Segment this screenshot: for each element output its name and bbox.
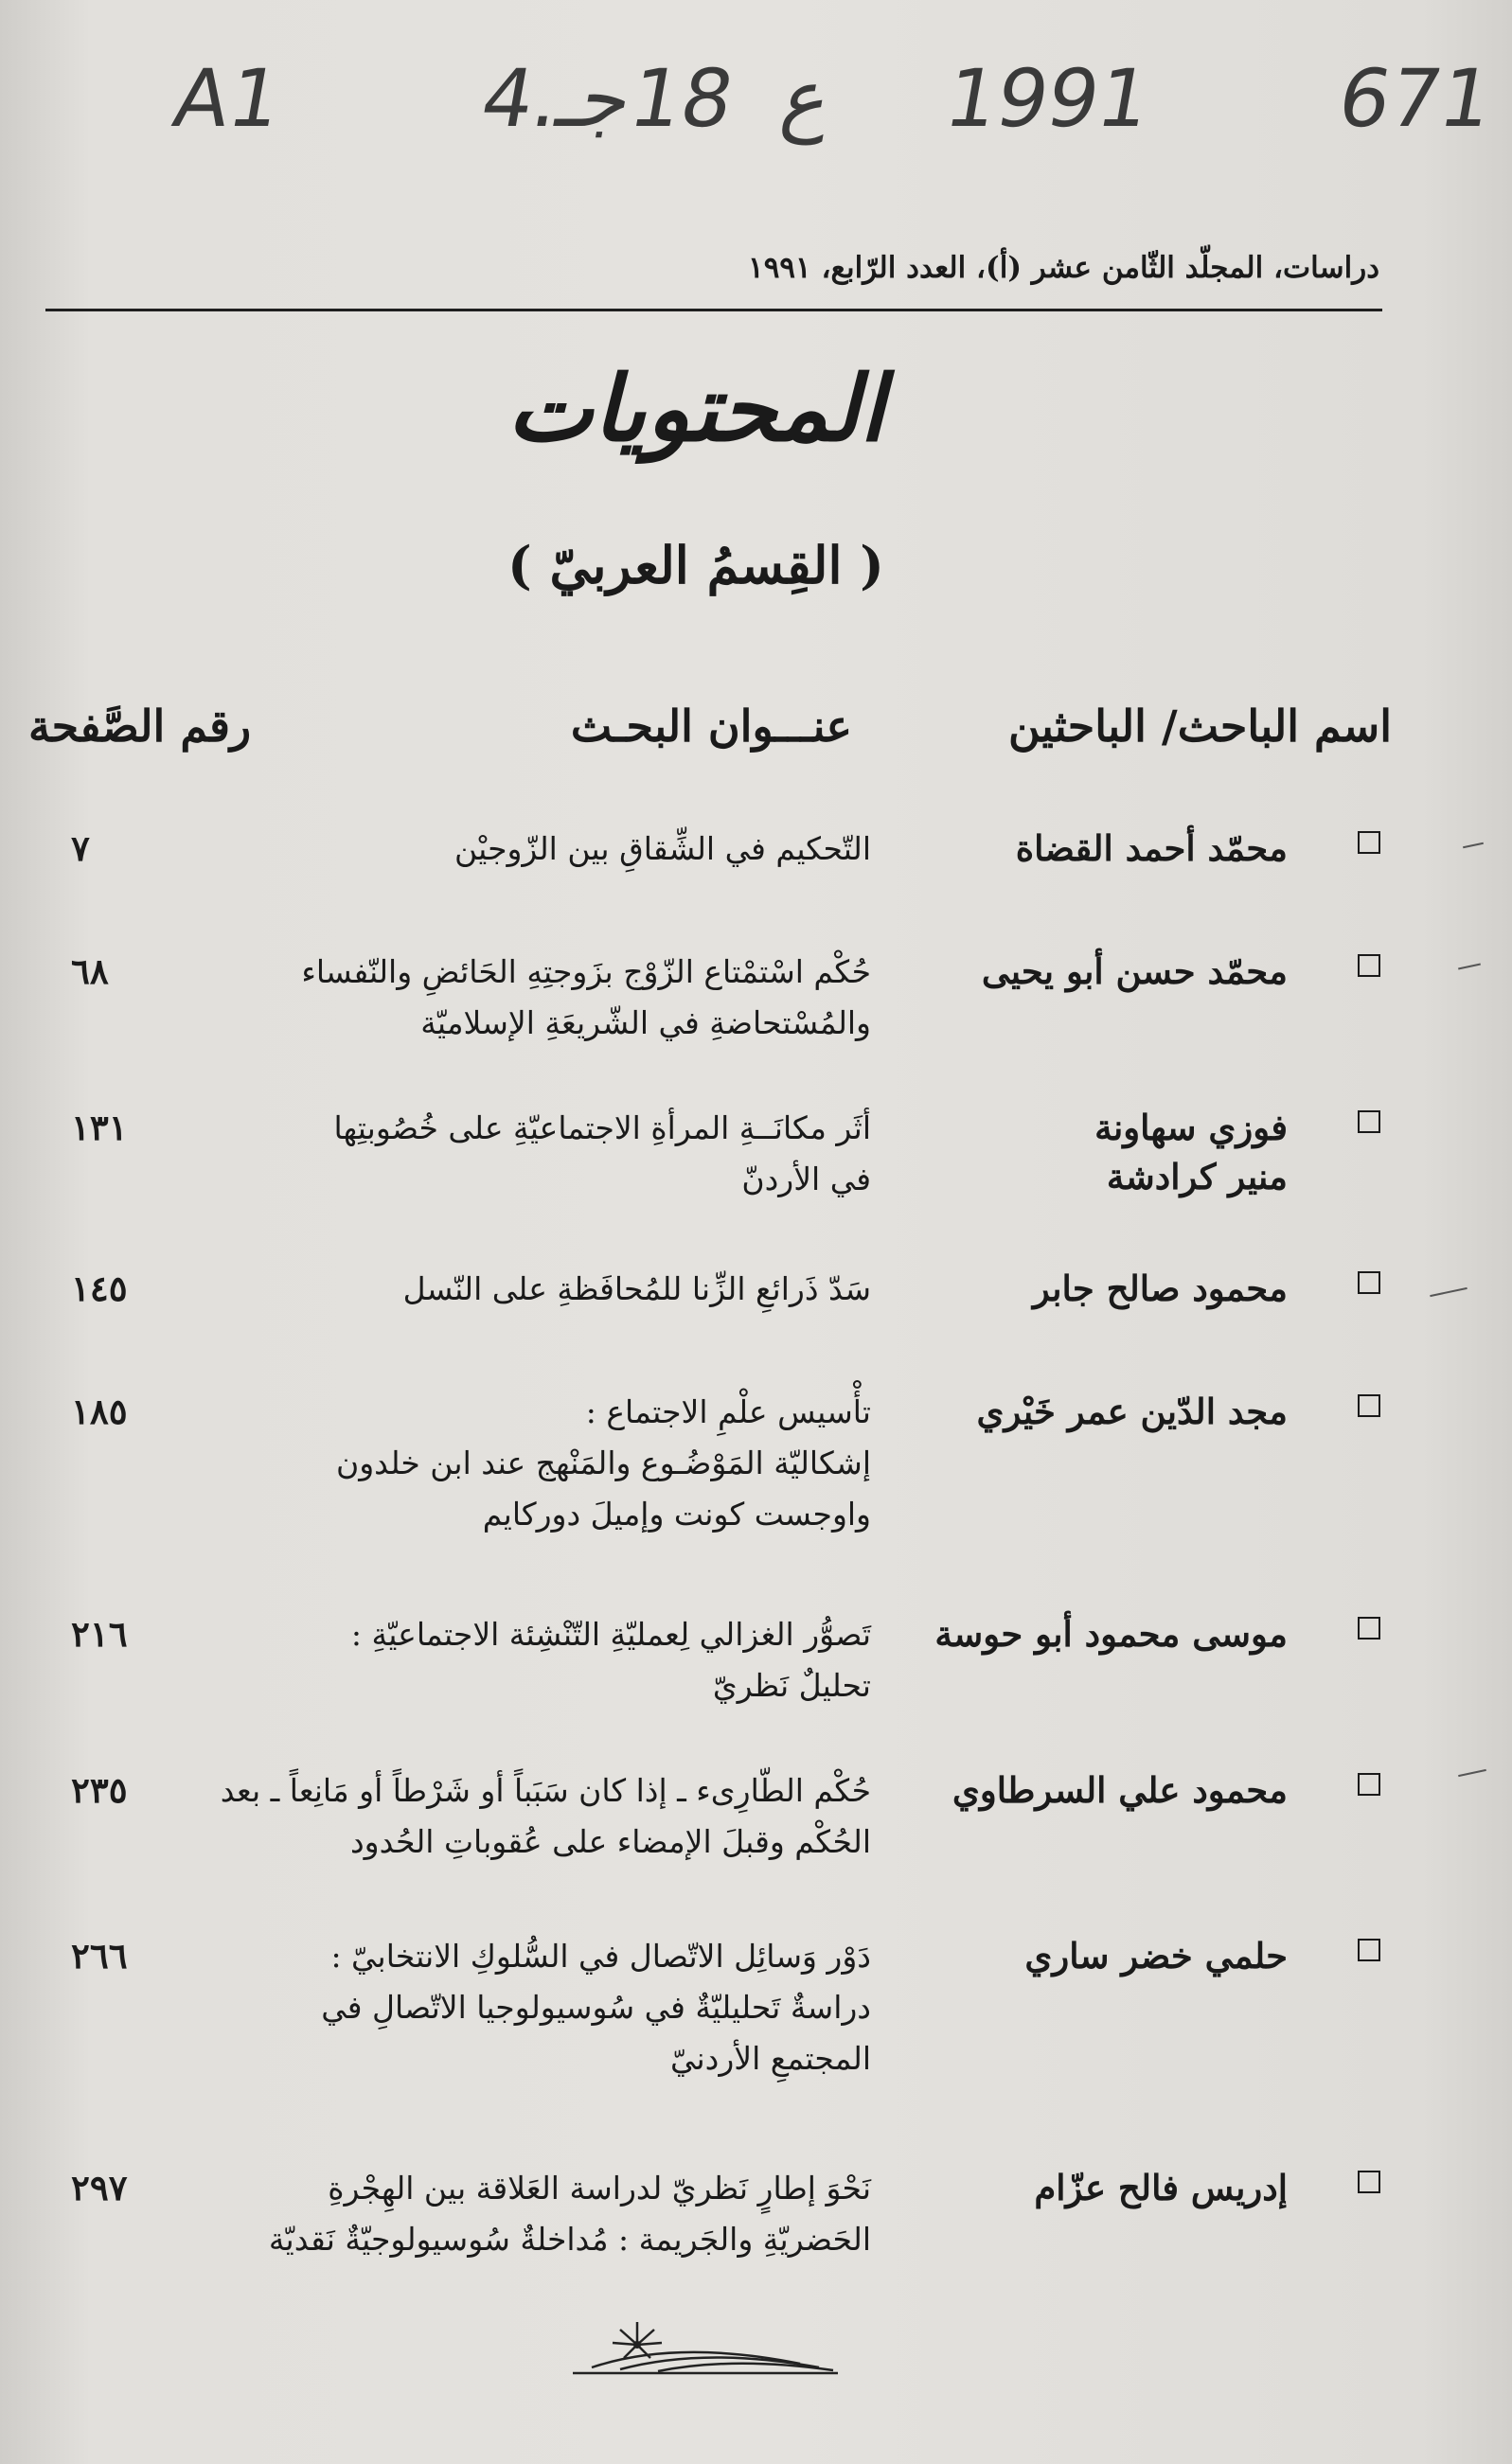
margin-mark [1463, 842, 1484, 849]
entry-title: حُكْم الطّارِىء ـ إذا كان سَبَباً أو شَرْطاً أو مَانِعاً ـ بعد الحُكْم وقبلَ الإمضاء على عُقوباتِ الحُدود [220, 1772, 871, 1860]
margin-mark [1430, 1287, 1468, 1297]
entry-title: دَوْر وَسائِل الاتّصال في السُّلوكِ الانتخابيّ : دراسةٌ تَحليليّةٌ في سُوسيولوجيا الاتّصالِ في المجتمعِ الأردنيّ [321, 1938, 871, 2077]
checkbox-icon [1358, 831, 1380, 854]
entry-page: ٢١٦ [71, 1613, 128, 1655]
entry-title: تَصوُّر الغزالي لِعمليّةِ التّنْشِئة الاجتماعيّةِ : تحليلٌ نَظريّ [350, 1616, 871, 1704]
margin-mark [1458, 964, 1481, 970]
page-title: المحتويات [507, 355, 885, 462]
entry-title: سَدّ ذَرائعِ الزِّنا للمُحافَظةِ على النّسل [402, 1270, 871, 1307]
entry-authors: فوزي سهاونة منير كرادشة [1094, 1107, 1288, 1197]
checkbox-icon [1358, 1773, 1380, 1796]
header-page: رقم الصَّفحة [28, 700, 252, 752]
entry-authors: حلمي خضر ساري [1024, 1935, 1288, 1977]
entry-title: حُكْم اسْتمْتاع الزّوْج بزَوجتِهِ الحَائضِ والنّفساء والمُسْتحاضةِ في الشّريعَةِ الإسلاميّة [301, 953, 871, 1041]
entry-page: ٢٦٦ [71, 1935, 128, 1977]
handwritten-annotation [161, 52, 1505, 156]
entry-authors: إدريس فالح عزّام [1034, 2167, 1288, 2208]
checkbox-icon [1358, 1394, 1380, 1417]
checkbox-icon [1358, 2171, 1380, 2193]
journal-header: دراسات، المجلّد الثّامن عشر (أ)، العدد الرّابع، ١٩٩١ [748, 251, 1379, 285]
checkbox-icon [1358, 954, 1380, 977]
entry-page: ٢٣٥ [71, 1769, 128, 1811]
checkbox-icon [1358, 1110, 1380, 1133]
handwritten-code: A1 [167, 52, 289, 145]
entry-page: ١٤٥ [71, 1267, 128, 1309]
column-headers [19, 700, 1392, 767]
entry-page: ١٨٥ [71, 1391, 128, 1432]
entry-title: نَحْوَ إطارٍ نَظريّ لدراسة العَلاقة بين الهِجْرةِ الحَضريّةِ والجَريمة : مُداخلةٌ سُوسيولوجيّةٌ نَقديّة [268, 2170, 871, 2258]
handwritten-number: 671 [1331, 52, 1500, 145]
margin-mark [1458, 1769, 1486, 1777]
section-subtitle: ( القِسمُ العربيّ ) [507, 535, 884, 595]
entry-authors: محمّد أحمد القضاة [1015, 827, 1288, 869]
entry-authors: موسى محمود أبو حوسة [934, 1613, 1288, 1655]
checkbox-icon [1358, 1939, 1380, 1961]
entry-page: ٢٩٧ [71, 2167, 128, 2208]
entry-page: ١٣١ [71, 1107, 128, 1148]
header-author: اسم الباحث/ الباحثين [1008, 700, 1392, 752]
entry-page: ٦٨ [71, 950, 109, 992]
checkbox-icon [1358, 1617, 1380, 1640]
entry-page: ٧ [71, 827, 90, 869]
header-title: عنـــوان البحـث [570, 700, 852, 752]
ornament-icon [563, 2305, 847, 2376]
checkbox-icon [1358, 1271, 1380, 1294]
entry-title: تأْسيس علْمِ الاجتماع : إشكاليّة المَوْضُـوع والمَنْهج عند ابن خلدون واوجست كونت وإميلَ دوركايم [336, 1393, 871, 1533]
handwritten-issue-volume: 4.ع 18جـ [474, 52, 839, 145]
entry-authors: محمّد حسن أبو يحيى [981, 950, 1288, 992]
entry-authors: محمود صالح جابر [1032, 1267, 1288, 1309]
handwritten-year: 1991 [938, 52, 1158, 145]
entry-authors: محمود علي السرطاوي [952, 1769, 1288, 1811]
entry-title: أثَر مكانَــةِ المرأةِ الاجتماعيّةِ على خُصُوبتِها في الأردنّ [333, 1109, 871, 1197]
header-rule [45, 309, 1382, 311]
entry-title: التّحكيم في الشِّقاقِ بين الزّوجيْن [454, 830, 871, 867]
entry-authors: مجد الدّين عمر خَيْري [976, 1391, 1288, 1432]
